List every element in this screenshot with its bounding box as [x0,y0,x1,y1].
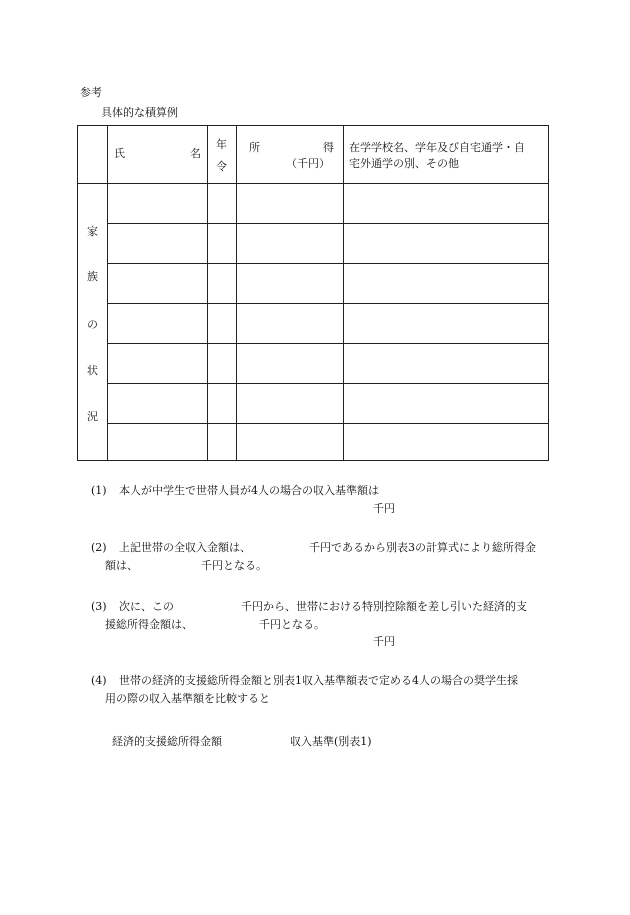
note-3-line2-a: 援総所得金額は、 [105,618,193,631]
header-income-left: 所 [249,141,260,154]
table-divider [107,263,548,264]
table-divider [343,126,344,460]
table-divider [107,303,548,304]
table-divider [236,126,237,460]
family-status-table [77,125,549,461]
note-2-line2-a: 額は、 [105,559,138,572]
note-2 [91,538,251,558]
side-label-char: 況 [87,410,98,423]
table-divider [107,126,108,460]
side-label-char: 族 [87,270,98,283]
note-1 [91,481,379,501]
header-name-left: 氏 [114,147,125,160]
side-label-char: 状 [87,364,98,377]
note-text: 上記世帯の全収入金額は、 [119,541,251,554]
note-1-unit: 千円 [373,502,395,515]
comparison-left: 経済的支援総所得金額 [112,735,222,748]
note-3 [91,597,174,617]
note-number: (3) [91,600,107,613]
table-divider [107,383,548,384]
header-income-unit: （千円） [286,157,330,170]
side-label-char: 家 [87,225,98,238]
header-name-right: 名 [190,147,201,160]
note-number: (2) [91,541,107,554]
note-text: 世帯の経済的支援総所得金額と別表1収入基準額表で定める4人の場合の奨学生採 [119,674,518,687]
note-2-text-b: 千円であるから別表3の計算式により総所得金 [309,541,536,554]
table-divider [107,223,548,224]
header-school-line2: 宅外通学の別、その他 [349,157,459,170]
table-divider [207,126,208,460]
header-age-top: 年 [216,138,227,151]
header-income-right: 得 [323,141,334,154]
note-number: (1) [91,484,107,497]
header-age-bottom: 令 [216,160,227,173]
side-label-char: の [87,318,98,331]
note-text: 次に、この [119,600,174,613]
note-2-line2-b: 千円となる。 [201,559,267,572]
note-text: 本人が中学生で世帯人員が4人の場合の収入基準額は [119,484,379,497]
table-divider [78,183,548,184]
note-4 [91,671,518,691]
header-school-line1: 在学学校名、学年及び自宅通学・自 [349,141,525,154]
table-divider [107,423,548,424]
subheading: 具体的な積算例 [101,106,178,119]
note-3-text-b: 千円から、世帯における特別控除額を差し引いた経済的支 [241,600,527,613]
note-number: (4) [91,674,107,687]
note-3-unit: 千円 [373,635,395,648]
note-3-line2-b: 千円となる。 [259,618,325,631]
note-4-line2: 用の際の収入基準額を比較すると [105,692,270,705]
heading: 参考 [80,86,102,99]
comparison-right: 収入基準(別表1) [290,735,372,748]
table-divider [107,343,548,344]
